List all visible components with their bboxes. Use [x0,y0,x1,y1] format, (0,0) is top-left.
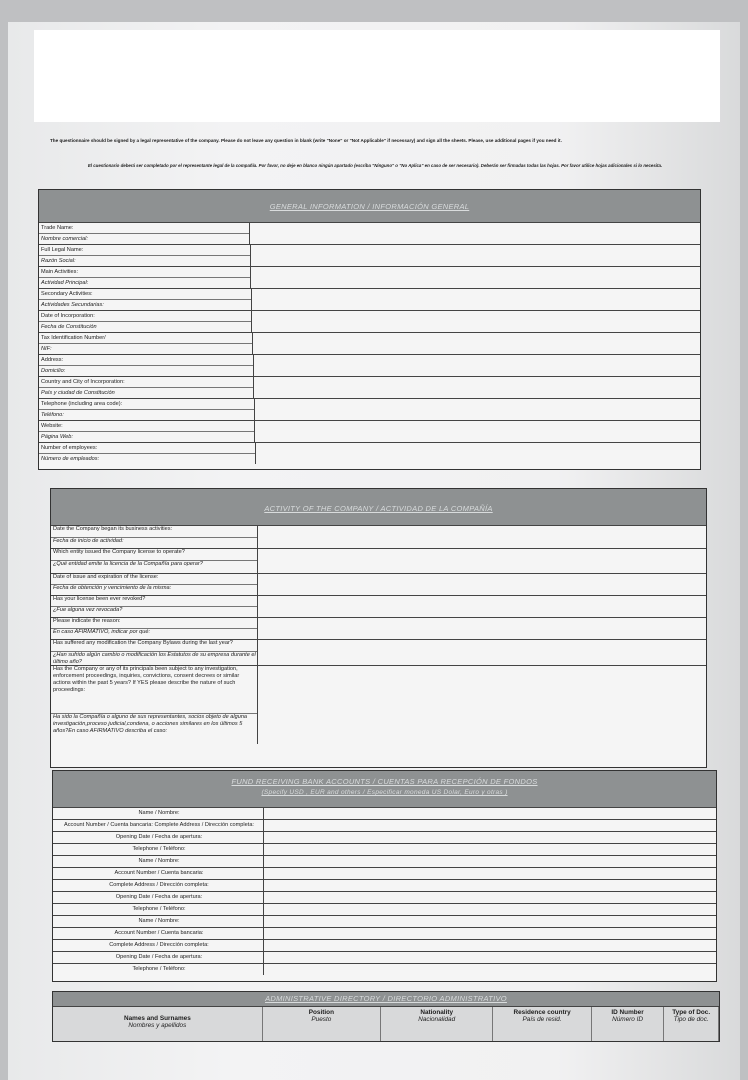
redacted-header [34,30,720,122]
label-es: Actividad Principal: [39,277,250,288]
account-row-input[interactable] [264,844,716,855]
account-field-label: Account Number / Cuenta bancaria: [114,930,204,936]
label-es: Actividades Secundarias: [39,299,251,310]
label-es: Nombre comercial: [39,233,249,244]
directory-column-header [592,1007,665,1041]
activity-title: ACTIVITY OF THE COMPANY / ACTIVIDAD DE LA COMPAÑÍA [51,489,706,525]
label-es: ¿Han sufrido algún cambio o modificación los Estatutos de su empresa durante el último año? [53,652,256,665]
label-en: Has the Company or any of its principals been subject to any investigation, enforcement proceedings, inquiries, convictions, consent decrees or similar actions within the past 5 years? If YES please describe the nature of such proceedings: [53,666,240,693]
directory-column-header [381,1007,493,1041]
general-row [39,420,700,442]
general-row [39,354,700,376]
general-row [39,244,700,266]
account-row-label [53,844,264,855]
account-row [53,831,716,843]
account-row-label [53,868,264,879]
general-row [39,376,700,398]
label-es: Ha sido la Compañía o alguno de sus representantes, socios objeto de alguna investigación,proceso judicial,condena, o acciones similares en los últimos 5 años?En caso AFIRMATIVO describa el caso: [51,713,257,744]
account-row-label [53,904,264,915]
directory-header-row [53,1006,719,1041]
account-row-input[interactable] [264,964,716,975]
label-en: Which entity issued the Company license to operate? [53,549,185,555]
activity-row-label [51,574,258,595]
general-row-label [39,355,254,376]
account-row [53,927,716,939]
account-row-input[interactable] [264,904,716,915]
directory-column-header [664,1007,719,1041]
label-es: Fecha de obtención y vencimiento de la misma: [51,584,257,595]
account-field-label: Account Number / Cuenta bancaria: Complete Address / Dirección completa: [64,822,254,828]
column-label-en: Names and Surnames [123,1015,191,1022]
activity-row-label [51,640,258,665]
label-en: Secondary Activities: [41,291,93,297]
column-label-en: ID Number [611,1009,644,1016]
general-row-label [39,245,251,266]
label-en: Tax Identification Number/ [41,335,106,341]
account-field-label: Name / Nombre: [138,918,180,924]
column-label-en: Position [308,1009,334,1016]
label-es: ¿Fue alguna vez revocada? [51,606,257,617]
general-row-input[interactable] [256,443,700,464]
account-row-input[interactable] [264,820,716,831]
activity-row [51,595,706,617]
label-es: NIF: [39,343,252,354]
column-label-es: País de resid. [522,1016,562,1023]
directory-column-header [493,1007,591,1041]
activity-row [51,617,706,639]
general-row [39,266,700,288]
account-row-input[interactable] [264,868,716,879]
fund-accounts-title [53,771,716,807]
directory-column-header [263,1007,381,1041]
column-label-es: Puesto [311,1016,332,1023]
column-label-en: Nationality [420,1009,454,1016]
account-row-input[interactable] [264,832,716,843]
column-label-en: Residence country [513,1009,571,1016]
account-row-label [53,832,264,843]
administrative-directory-title: ADMINISTRATIVE DIRECTORY / DIRECTORIO ADMINISTRATIVO [53,992,719,1006]
account-row-label [53,952,264,963]
account-row-label [53,820,264,831]
activity-section [50,488,707,768]
account-row [53,963,716,975]
general-row [39,442,700,464]
intro-english: The questionnaire should be signed by a legal representative of the company. Please do not leave any question in blank (write "None" or "Not Applicable" if necessary) and sign all the sheets. Please, use additional pages if you need it. [50,138,562,143]
general-information-title: GENERAL INFORMATION / INFORMACIÓN GENERAL [39,190,700,222]
account-field-label: Complete Address / Dirección completa: [109,942,209,948]
account-field-label: Telephone / Teléfono: [132,966,186,972]
account-field-label: Name / Nombre: [138,810,180,816]
column-label-es: Nombres y apellidos [128,1022,187,1029]
account-row-input[interactable] [264,952,716,963]
label-en: Date of Incorporation: [41,313,95,319]
label-en: Telephone (including area code): [41,401,123,407]
general-row-input[interactable] [255,421,700,442]
account-field-label: Opening Date / Fecha de apertura: [115,954,203,960]
general-row-label [39,421,255,442]
administrative-directory-section [52,991,720,1042]
general-row-label [39,443,256,464]
activity-row [51,665,706,744]
activity-row [51,548,706,573]
label-en: Address: [41,357,64,363]
general-row-input[interactable] [254,355,700,376]
account-row-input[interactable] [264,916,716,927]
activity-row-label [51,618,258,639]
account-row-label [53,808,264,819]
account-field-label: Account Number / Cuenta bancaria: [114,870,204,876]
general-row-input[interactable] [254,377,700,398]
label-es: Fecha de Constitución [39,321,251,332]
account-field-label: Opening Date / Fecha de apertura: [115,834,203,840]
account-field-label: Complete Address / Dirección completa: [109,882,209,888]
account-row-input[interactable] [264,856,716,867]
fund-accounts-heading: FUND RECEIVING BANK ACCOUNTS / CUENTAS PARA RECEPCIÓN DE FONDOS [231,777,538,786]
fund-accounts-subtitle: (Specify USD , EUR and others / Especificar moneda US Dolar, Euro y otras ) [261,789,508,796]
general-row-label [39,311,252,332]
account-row [53,939,716,951]
label-es: País y ciudad de Constitución [39,387,253,398]
label-en: Has your license been ever revoked? [53,596,146,602]
activity-row-label [51,666,258,744]
account-row-input[interactable] [264,940,716,951]
general-row-label [39,377,254,398]
fund-accounts-section [52,770,717,982]
activity-row-input[interactable] [258,640,706,665]
general-row-input[interactable] [251,267,700,288]
label-en: Please indicate the reason: [53,618,121,624]
activity-row-label [51,526,258,548]
general-row-input[interactable] [252,311,700,332]
account-row-input[interactable] [264,808,716,819]
label-es: Domicilio: [39,365,253,376]
activity-row-input[interactable] [258,549,706,573]
column-label-es: Tipo de doc. [673,1016,709,1023]
account-field-label: Telephone / Teléfono: [132,846,186,852]
label-en: Website: [41,423,63,429]
account-field-label: Name / Nombre: [138,858,180,864]
activity-row-input[interactable] [258,618,706,639]
intro-spanish: El cuestionario deberá ser completado por el representante legal de la compañía. Por favor, no deje en blanco ningún apartado (escriba "Ninguno" o "No Aplica" en caso de ser necesario). Deberán ser firmadas todas las hojas. Por favor utilice hojas adicionales si lo necesita. [87,163,663,168]
account-row [53,807,716,819]
general-row [39,398,700,420]
activity-row-label [51,596,258,617]
label-es: Teléfono: [39,409,254,420]
account-row-label [53,928,264,939]
account-row-input[interactable] [264,880,716,891]
column-label-es: Número ID [612,1016,643,1023]
account-field-label: Telephone / Teléfono: [132,906,186,912]
label-en: Number of employees: [41,445,98,451]
account-row [53,915,716,927]
account-row [53,951,716,963]
account-row-label [53,916,264,927]
general-row-input[interactable] [252,289,700,310]
account-row-input[interactable] [264,892,716,903]
general-row [39,288,700,310]
general-row-input[interactable] [251,245,700,266]
account-row-label [53,880,264,891]
label-es: En caso AFIRMATIVO, indicar por qué: [51,628,257,639]
label-en: Date the Company began its business activities: [53,526,173,532]
label-es: ¿Qué entidad emite la licencia de la Compañía para operar? [51,560,257,573]
label-en: Has suffered any modification the Company Bylaws during the last year? [53,640,233,646]
account-row [53,903,716,915]
general-row [39,332,700,354]
activity-row-input[interactable] [258,666,706,744]
general-row-input[interactable] [255,399,700,420]
activity-row-label [51,549,258,573]
general-row [39,310,700,332]
label-es: Razón Social: [39,255,250,266]
activity-row [51,639,706,665]
activity-row-input[interactable] [258,596,706,617]
general-row [39,222,700,244]
account-row [53,867,716,879]
account-row [53,843,716,855]
label-es: Fecha de inicio de actividad: [51,537,257,548]
general-row-input[interactable] [253,333,700,354]
label-en: Full Legal Name: [41,247,84,253]
general-row-label [39,289,252,310]
general-row-label [39,333,253,354]
label-es: Número de empleados: [39,453,255,464]
account-row-label [53,940,264,951]
activity-row-input[interactable] [258,574,706,595]
activity-row [51,573,706,595]
general-row-input[interactable] [250,223,700,244]
account-row [53,819,716,831]
general-information-section [38,189,701,470]
activity-row [51,525,706,548]
account-row-label [53,964,264,975]
account-row [53,855,716,867]
label-en: Main Activities: [41,269,78,275]
account-row [53,891,716,903]
general-row-label [39,223,250,244]
label-en: Date of issue and expiration of the license: [53,574,159,580]
account-row-label [53,892,264,903]
account-field-label: Opening Date / Fecha de apertura: [115,894,203,900]
general-row-label [39,399,255,420]
account-row-input[interactable] [264,928,716,939]
general-row-label [39,267,251,288]
account-row [53,879,716,891]
directory-column-header [53,1007,263,1041]
label-en: Country and City of Incorporation: [41,379,125,385]
column-label-es: Nacionalidad [418,1016,456,1023]
column-label-en: Type of Doc. [672,1009,711,1016]
activity-row-input[interactable] [258,526,706,548]
account-row-label [53,856,264,867]
label-es: Página Web: [39,431,254,442]
label-en: Trade Name: [41,225,74,231]
